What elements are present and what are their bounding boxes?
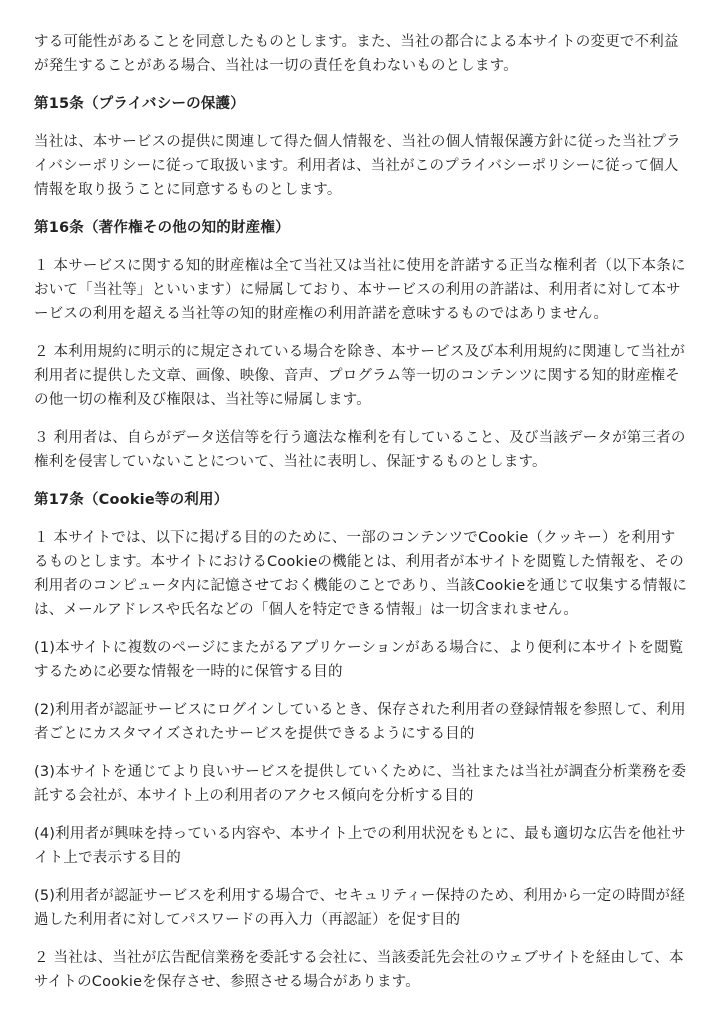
article-16-heading: 第16条（著作権その他の知的財産権） (34, 220, 290, 236)
article-17-item-5: (5)利用者が認証サービスを利用する場合で、セキュリティー保持のため、利用から一定の時間が経過した利用者に対してパスワードの再入力（再認証）を促す目的 (34, 888, 685, 928)
article-17-item-1: (1)本サイトに複数のページにまたがるアプリケーションがある場合に、より便利に本サイトを閲覧するために必要な情報を一時的に保管する目的 (34, 640, 684, 680)
intro-paragraph: する可能性があることを同意したものとします。また、当社の都合による本サイトの変更で不利益が発生することがある場合、当社は一切の責任を負わないものとします。 (34, 34, 679, 74)
article-15-body: 当社は、本サービスの提供に関連して得た個人情報を、当社の個人情報保護方針に従った当社プライバシーポリシーに従って取扱います。利用者は、当社がこのプライバシーポリシーに従って個人情報を取り扱うことに同意するものとします。 (34, 134, 681, 198)
article-17-clause-2: ２ 当社は、当社が広告配信業務を委託する会社に、当該委託先会社のウェブサイトを経由して、本サイトのCookieを保存させ、参照させる場合があります。 (34, 950, 684, 990)
article-17-heading: 第17条（Cookie等の利用） (34, 492, 229, 508)
article-17-item-3: (3)本サイトを通じてより良いサービスを提供していくために、当社または当社が調査分析業務を委託する会社が、本サイト上の利用者のアクセス傾向を分析する目的 (34, 764, 687, 804)
article-17-item-2: (2)利用者が認証サービスにログインしているとき、保存された利用者の登録情報を参照して、利用者ごとにカスタマイズされたサービスを提供できるようにする目的 (34, 702, 686, 742)
article-16-clause-1: １ 本サービスに関する知的財産権は全て当社又は当社に使用を許諾する正当な権利者（以下本条において「当社等」といいます）に帰属しており、本サービスの利用の許諾は、利用者に対して本サービスの利用を超える当社等の知的財産権の利用許諾を意味するものではありません。 (34, 258, 686, 322)
article-17-clause-1: １ 本サイトでは、以下に掲げる目的のために、一部のコンテンツでCookie（クッキー）を利用するものとします。本サイトにおけるCookieの機能とは、利用者が本サイトを閲覧した情報を、その利用者のコンピュータ内に記憶させておく機能のことであり、当該Cookieを通じて収集する情報には、メールアドレスや氏名などの「個人を特定できる情報」は一切含まれません。 (34, 530, 688, 618)
article-17-item-4: (4)利用者が興味を持っている内容や、本サイト上での利用状況をもとに、最も適切な広告を他社サイト上で表示する目的 (34, 826, 686, 866)
article-15-heading: 第15条（プライバシーの保護） (34, 96, 245, 112)
article-16-clause-3: ３ 利用者は、自らがデータ送信等を行う適法な権利を有していること、及び当該データが第三者の権利を侵害していないことについて、当社に表明し、保証するものとします。 (34, 430, 686, 470)
article-16-clause-2: ２ 本利用規約に明示的に規定されている場合を除き、本サービス及び本利用規約に関連して当社が利用者に提供した文章、画像、映像、音声、プログラム等一切のコンテンツに関する知的財産権その他一切の権利及び権限は、当社等に帰属します。 (34, 344, 686, 408)
